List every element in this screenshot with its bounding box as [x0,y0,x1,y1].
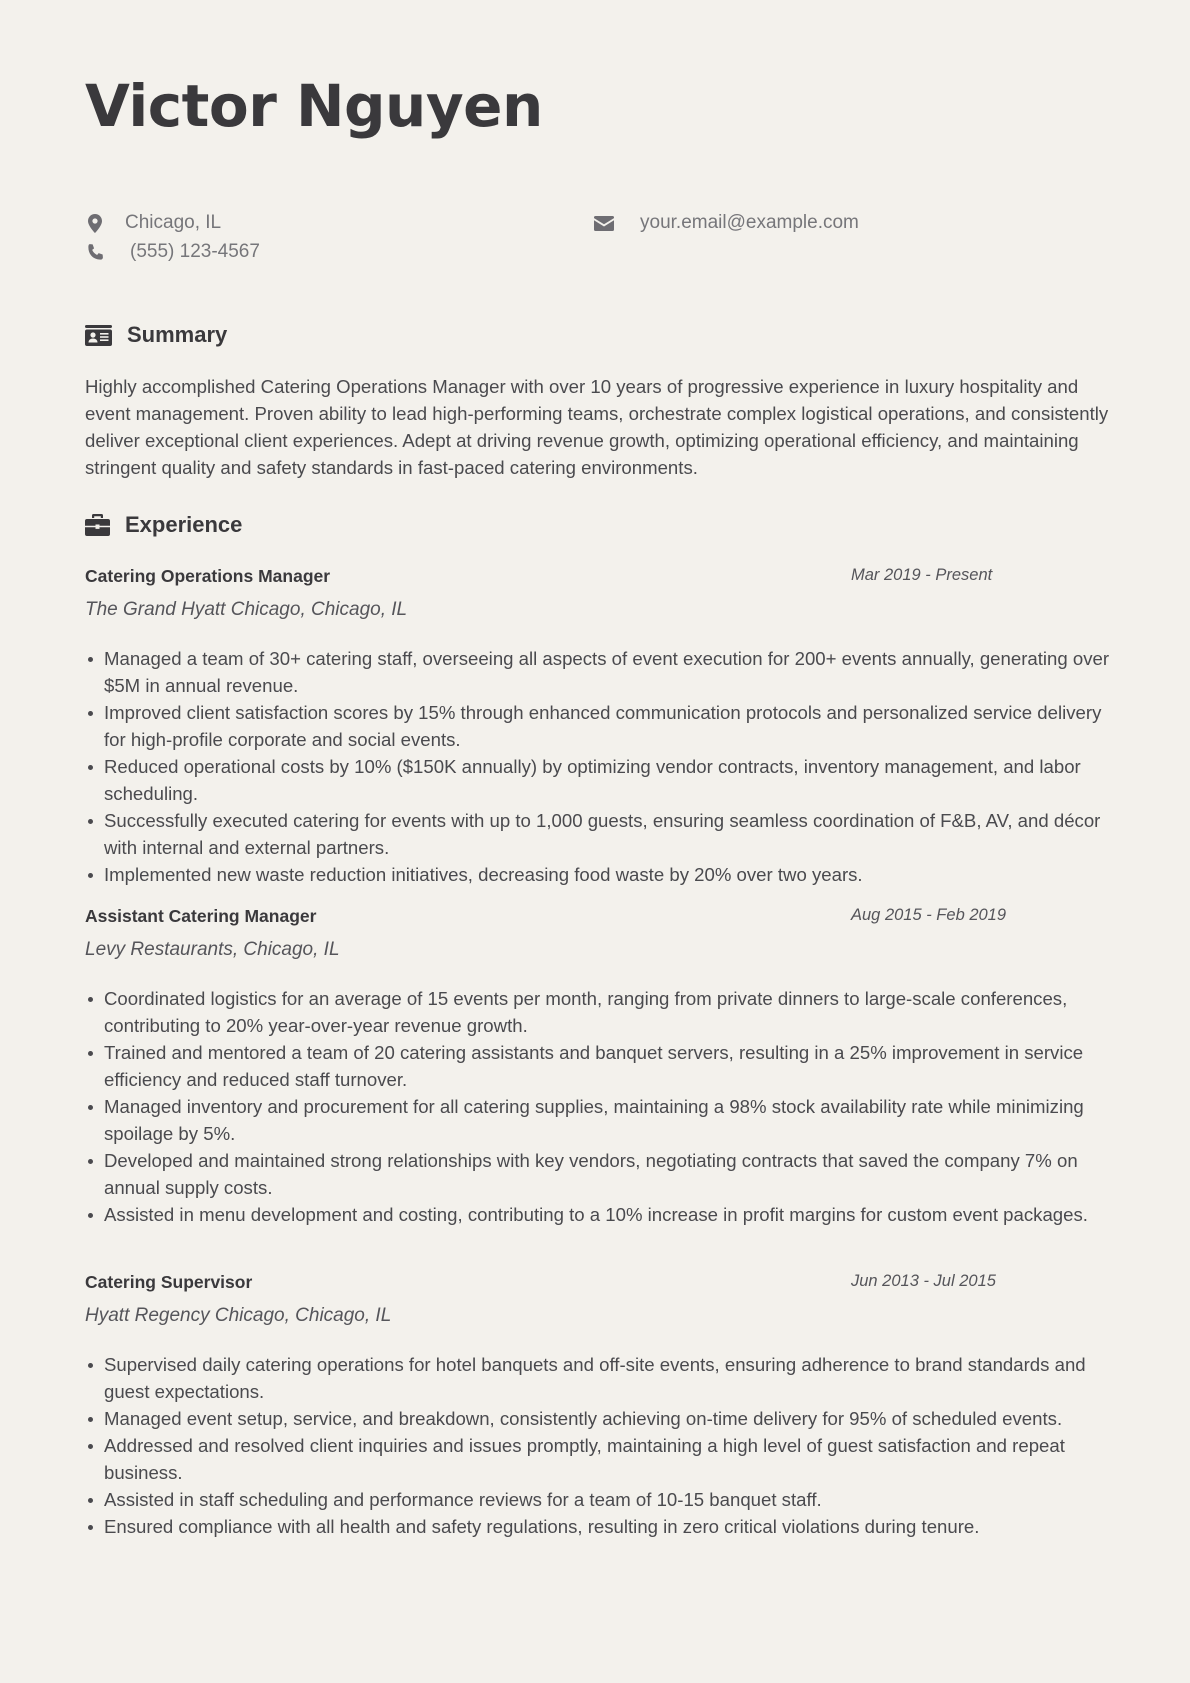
contact-email[interactable] [594,212,859,234]
summary-paragraph: Highly accomplished Catering Operations Manager with over 10 years of progressive experience in luxury hospitality and event management. Proven ability to lead high-performing teams, orchestrate complex logistical operations, and consistently deliver exceptional client experiences. Adept at driving revenue growth, optimizing operational efficiency, and maintaining stringent quality and safety standards in fast-paced catering environments. [85,376,1109,478]
job-bullets [85,1351,1115,1540]
contact-location [85,212,221,234]
location-text: Chicago, IL [125,212,222,233]
envelope-icon [594,212,614,234]
job-company: Levy Restaurants, Chicago, IL [85,939,340,960]
map-marker-icon [85,212,105,234]
job-dates: Aug 2015 - Feb 2019 [851,906,1007,924]
bullet-item: Developed and maintained strong relationships with key vendors, negotiating contracts that saved the company 7% on annual supply costs. [85,1147,1115,1201]
job-company: Hyatt Regency Chicago, Chicago, IL [85,1305,392,1326]
bullet-item: Reduced operational costs by 10% ($150K annually) by optimizing vendor contracts, inventory management, and labor scheduling. [85,753,1115,807]
job-title: Catering Supervisor [85,1272,253,1292]
bullet-item: Managed inventory and procurement for all catering supplies, maintaining a 98% stock availability rate while minimizing spoilage by 5%. [85,1093,1115,1147]
experience-heading [85,512,242,538]
id-card-icon [85,325,112,346]
job-bullets [85,645,1115,888]
job-title: Assistant Catering Manager [85,906,317,926]
bullet-item: Ensured compliance with all health and safety regulations, resulting in zero critical violations during tenure. [85,1513,1115,1540]
bullet-item: Addressed and resolved client inquiries and issues promptly, maintaining a high level of guest satisfaction and repeat business. [85,1432,1115,1486]
summary-heading [85,322,227,348]
bullet-item: Coordinated logistics for an average of 15 events per month, ranging from private dinners to large-scale conferences, contributing to 20% year-over-year revenue growth. [85,985,1115,1039]
bullet-item: Managed a team of 30+ catering staff, overseeing all aspects of event execution for 200+ events annually, generating over $5M in annual revenue. [85,645,1115,699]
experience-heading-text: Experience [125,512,243,537]
job-title: Catering Operations Manager [85,566,331,586]
phone-text: (555) 123-4567 [130,241,260,262]
bullet-item: Successfully executed catering for events with up to 1,000 guests, ensuring seamless coordination of F&B, AV, and décor with internal and external partners. [85,807,1115,861]
bullet-item: Assisted in menu development and costing, contributing to a 10% increase in profit margins for custom event packages. [85,1201,1115,1228]
bullet-item: Improved client satisfaction scores by 15% through enhanced communication protocols and personalized service delivery for high-profile corporate and social events. [85,699,1115,753]
bullet-item: Assisted in staff scheduling and performance reviews for a team of 10-15 banquet staff. [85,1486,1115,1513]
phone-icon [85,241,105,263]
bullet-item: Supervised daily catering operations for hotel banquets and off-site events, ensuring adherence to brand standards and guest expectations. [85,1351,1115,1405]
job-dates: Jun 2013 - Jul 2015 [851,1272,996,1290]
bullet-item: Trained and mentored a team of 20 catering assistants and banquet servers, resulting in a 25% improvement in service efficiency and reduced staff turnover. [85,1039,1115,1093]
briefcase-icon [85,514,110,536]
job-bullets [85,985,1115,1228]
bullet-item: Implemented new waste reduction initiatives, decreasing food waste by 20% over two years. [85,861,1115,888]
email-text[interactable]: your.email@example.com [640,212,859,233]
contact-phone [85,241,260,263]
candidate-name: Victor Nguyen [85,72,543,140]
job-dates: Mar 2019 - Present [851,566,993,584]
summary-heading-text: Summary [127,322,228,347]
bullet-item: Managed event setup, service, and breakdown, consistently achieving on-time delivery for 95% of scheduled events. [85,1405,1115,1432]
job-company: The Grand Hyatt Chicago, Chicago, IL [85,599,408,620]
